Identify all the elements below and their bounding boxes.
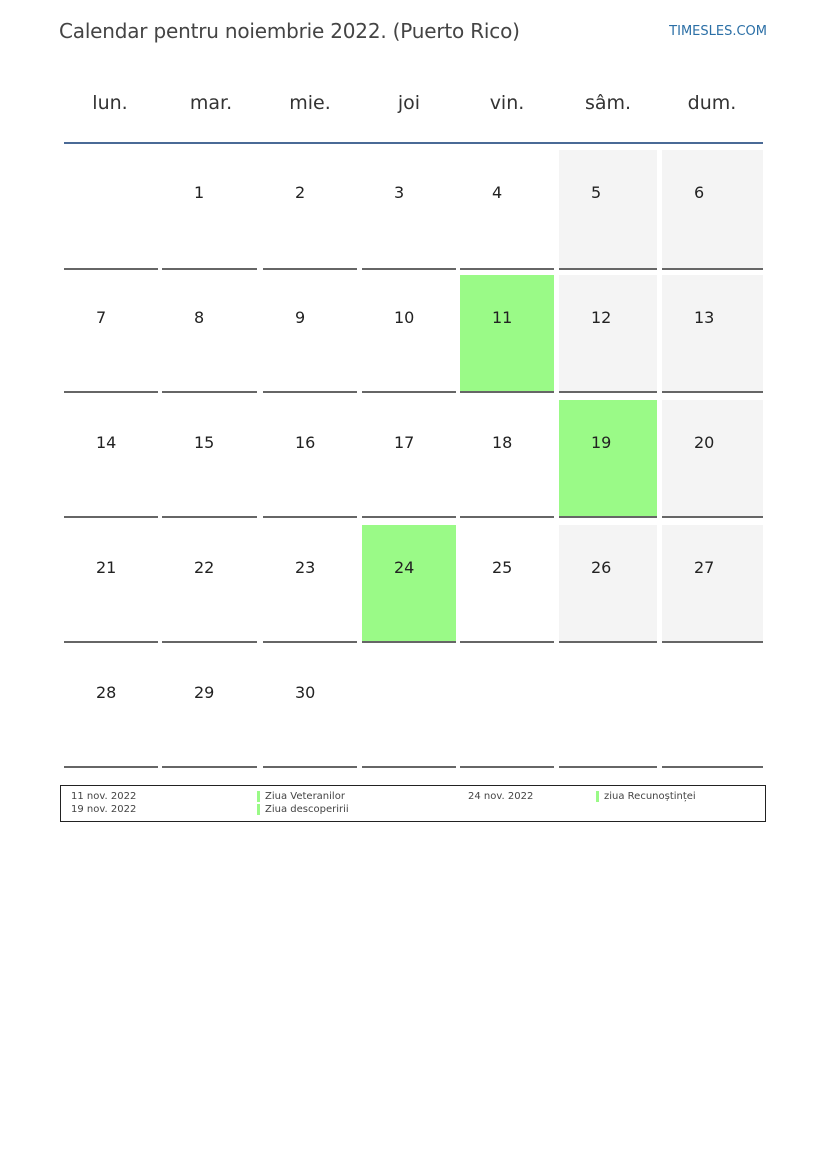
day-cell-22: [162, 525, 257, 643]
day-cell-4: [460, 150, 554, 270]
holiday-legend: [60, 785, 766, 822]
day-number: 6: [694, 183, 705, 202]
day-cell-13: [662, 275, 763, 393]
day-cell-empty: [460, 650, 554, 768]
day-number: 17: [394, 433, 415, 452]
day-number: 28: [96, 683, 117, 702]
legend-date: 24 nov. 2022: [468, 791, 534, 802]
legend-date: 11 nov. 2022: [71, 791, 137, 802]
day-number: 1: [194, 183, 205, 202]
brand-link[interactable]: TIMESLES.COM: [669, 24, 767, 39]
day-cell-7: [64, 275, 158, 393]
day-number: 25: [492, 558, 513, 577]
day-cell-14: [64, 400, 158, 518]
legend-date: 19 nov. 2022: [71, 804, 137, 815]
day-number: 2: [295, 183, 306, 202]
day-number: 26: [591, 558, 612, 577]
legend-color-marker: [257, 804, 260, 815]
day-cell-17: [362, 400, 456, 518]
day-cell-10: [362, 275, 456, 393]
day-cell-empty: [662, 650, 763, 768]
day-number: 20: [694, 433, 715, 452]
weekday-0: lun.: [92, 92, 128, 114]
day-number: 14: [96, 433, 117, 452]
day-number: 4: [492, 183, 503, 202]
day-number: 12: [591, 308, 612, 327]
day-number: 22: [194, 558, 215, 577]
day-cell-27: [662, 525, 763, 643]
legend-color-marker: [596, 791, 599, 802]
weekday-3: joi: [397, 92, 421, 114]
page-title: Calendar pentru noiembrie 2022. (Puerto Rico): [59, 19, 520, 43]
day-cell-15: [162, 400, 257, 518]
day-number: 8: [194, 308, 205, 327]
day-cell-2: [263, 150, 357, 270]
day-cell-30: [263, 650, 357, 768]
day-cell-16: [263, 400, 357, 518]
day-cell-23: [263, 525, 357, 643]
day-number: 3: [394, 183, 405, 202]
day-number: 11: [492, 308, 513, 327]
day-cell-9: [263, 275, 357, 393]
day-number: 18: [492, 433, 513, 452]
day-cell-20: [662, 400, 763, 518]
day-cell-28: [64, 650, 158, 768]
day-number: 16: [295, 433, 316, 452]
day-number: 29: [194, 683, 215, 702]
day-cell-11: [460, 275, 554, 393]
day-cell-5: [559, 150, 657, 270]
weekday-5: sâm.: [584, 92, 632, 114]
day-cell-18: [460, 400, 554, 518]
day-number: 10: [394, 308, 415, 327]
weekday-2: mie.: [289, 92, 331, 114]
day-number: 27: [694, 558, 715, 577]
day-number: 13: [694, 308, 715, 327]
day-cell-12: [559, 275, 657, 393]
legend-holiday-name: Ziua descoperirii: [265, 804, 349, 815]
day-cell-25: [460, 525, 554, 643]
day-number: 5: [591, 183, 602, 202]
day-cell-8: [162, 275, 257, 393]
day-number: 19: [591, 433, 612, 452]
day-cell-empty: [362, 650, 456, 768]
day-number: 9: [295, 308, 306, 327]
day-number: 21: [96, 558, 117, 577]
weekday-4: vin.: [489, 92, 525, 114]
day-cell-empty: [64, 150, 158, 270]
weekday-6: dum.: [687, 92, 737, 114]
day-number: 30: [295, 683, 316, 702]
day-number: 23: [295, 558, 316, 577]
day-cell-6: [662, 150, 763, 270]
legend-color-marker: [257, 791, 260, 802]
weekday-1: mar.: [189, 92, 233, 114]
day-cell-1: [162, 150, 257, 270]
day-cell-29: [162, 650, 257, 768]
day-cell-24: [362, 525, 456, 643]
day-number: 15: [194, 433, 215, 452]
legend-holiday-name: Ziua Veteranilor: [265, 791, 345, 802]
day-cell-21: [64, 525, 158, 643]
day-number: 24: [394, 558, 415, 577]
day-cell-empty: [559, 650, 657, 768]
legend-holiday-name: ziua Recunoștinței: [604, 791, 696, 802]
day-cell-19: [559, 400, 657, 518]
day-number: 7: [96, 308, 107, 327]
weekday-header: [64, 80, 763, 144]
day-cell-3: [362, 150, 456, 270]
day-cell-26: [559, 525, 657, 643]
